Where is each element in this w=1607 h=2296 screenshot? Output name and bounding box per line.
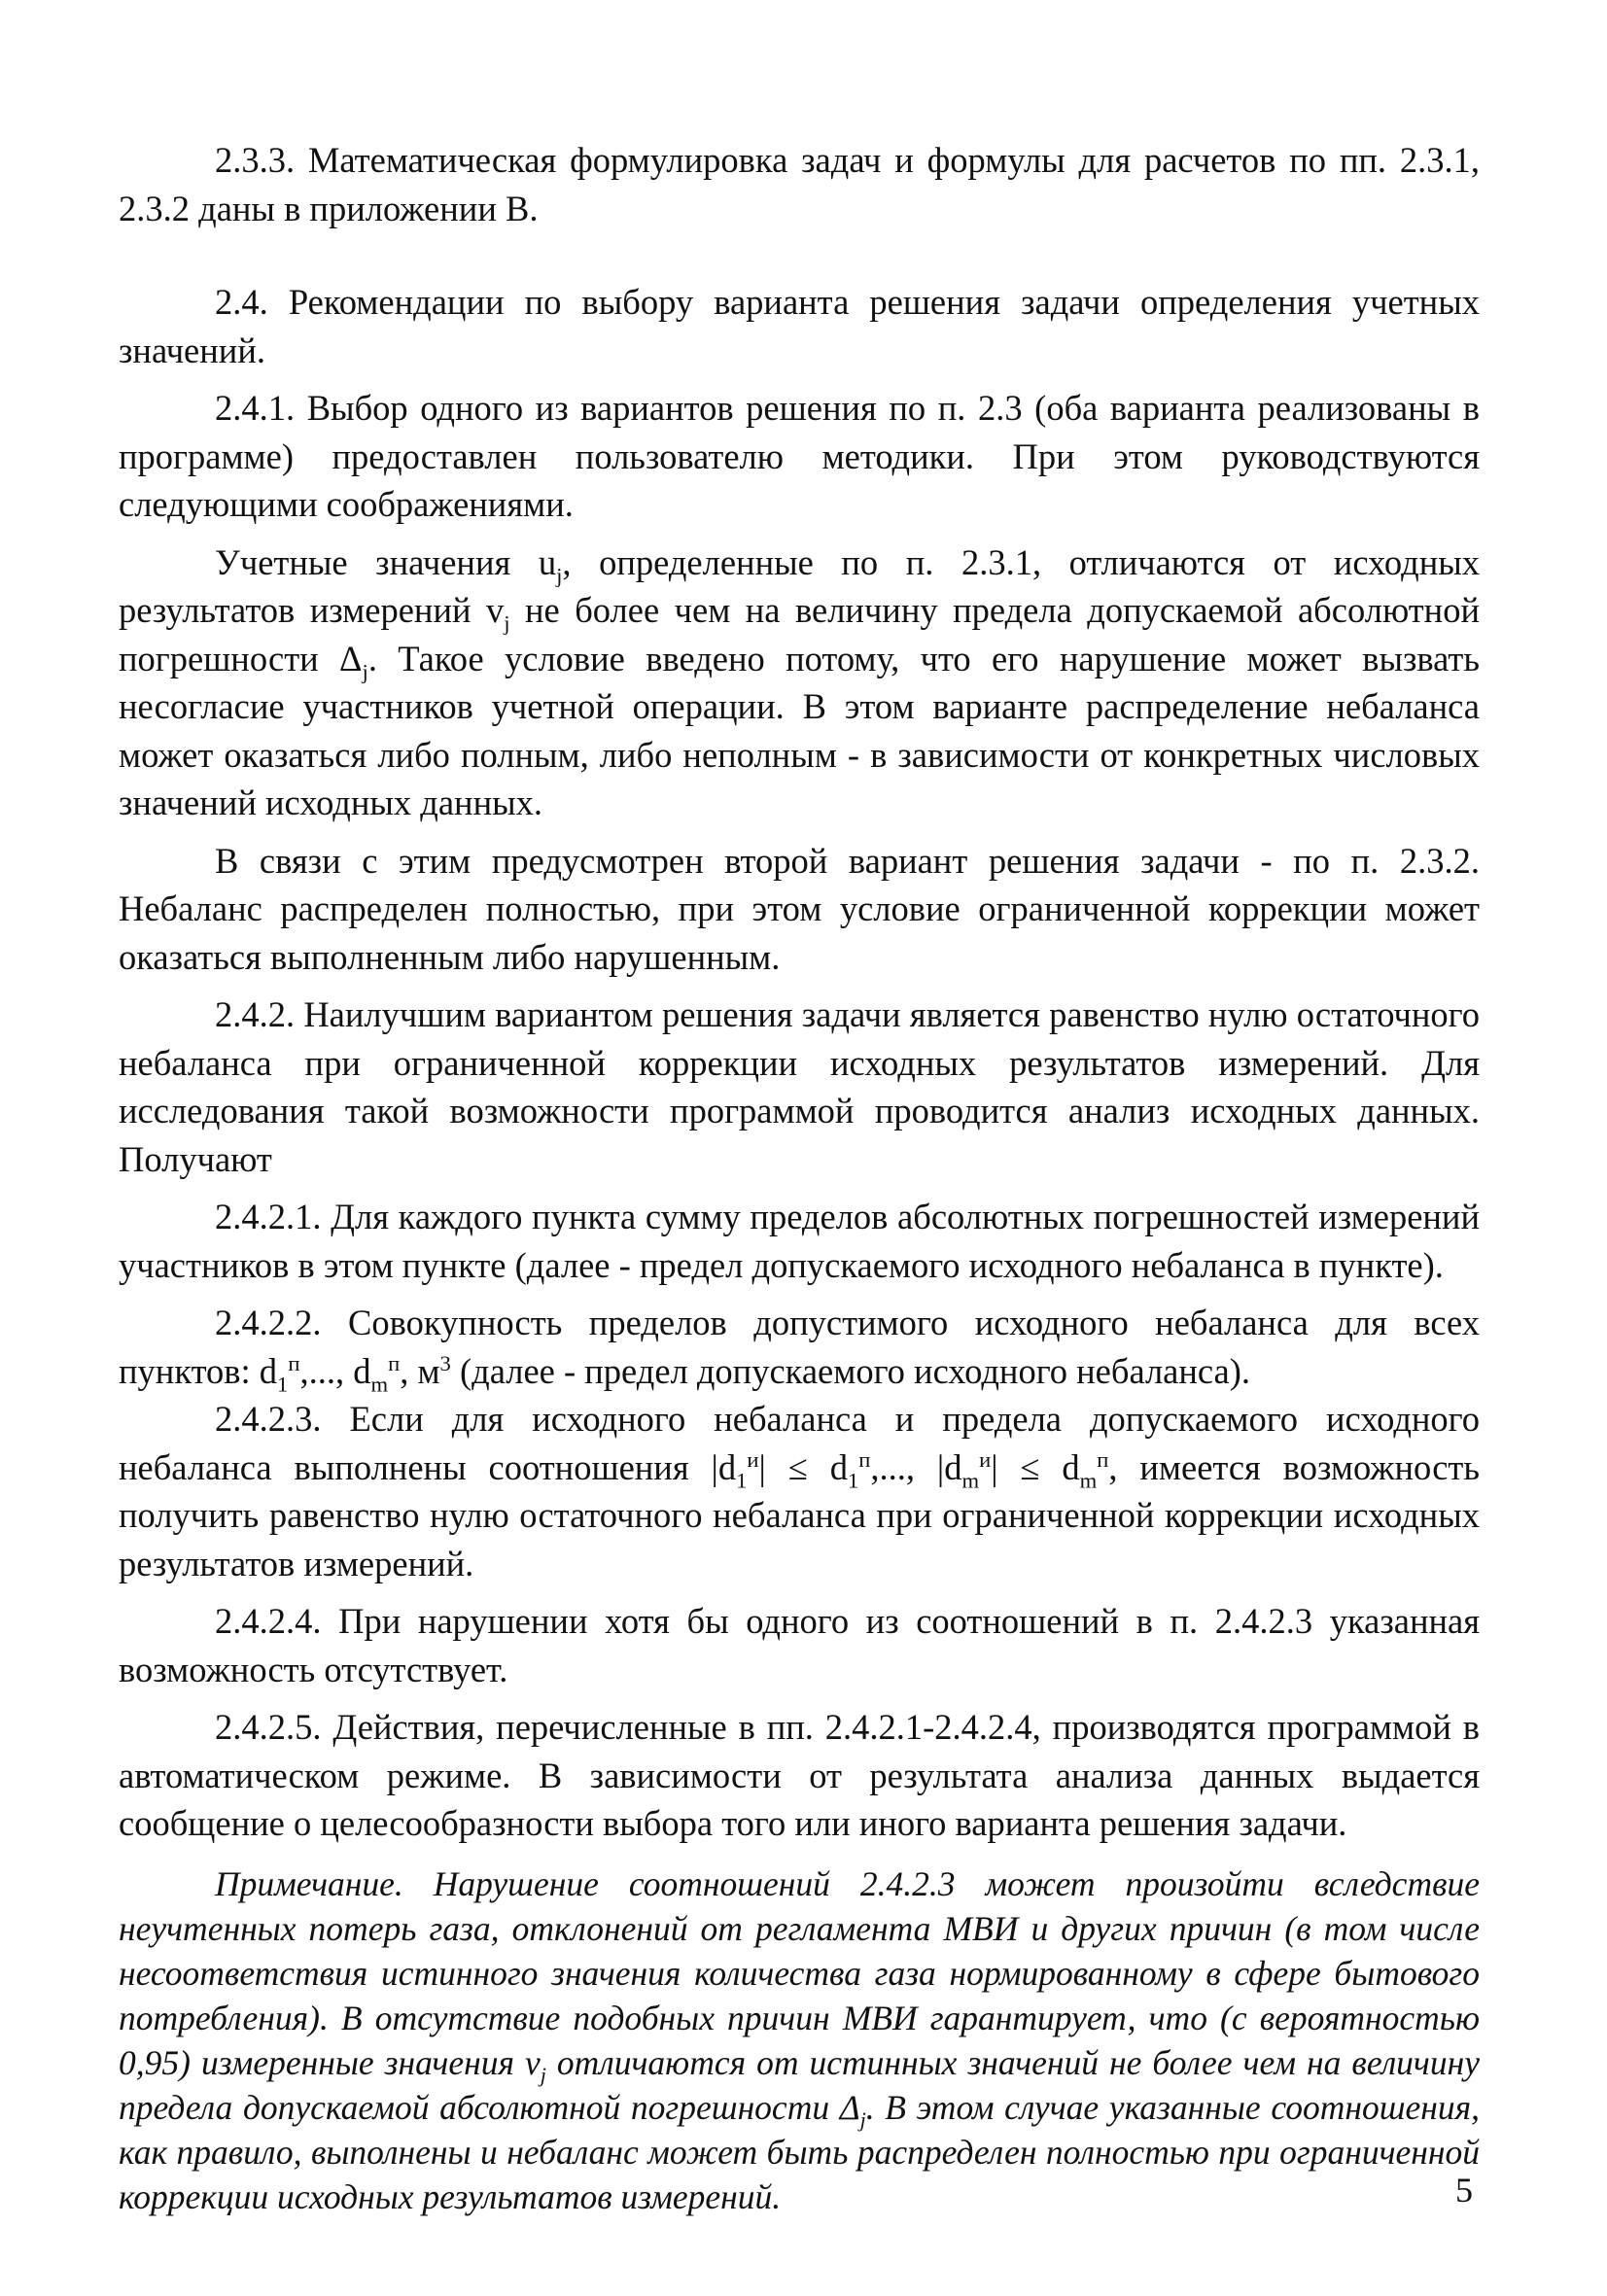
page-number: 5 [1455,2171,1473,2209]
superscript: п [858,1446,871,1472]
subscript: m [1079,1467,1098,1492]
text-run: Примечание. Нарушение соотношений 2.4.2.3 может произойти вследствие неучтенных потерь газа, отклонений от регламента МВИ и других причин (в том числе несоответствия истинного значения количества газа нормированному в сфере бытового потребления). В отсутствие подобных причин МВИ гарантирует, что (с вероятностью 0,95) измеренные значения v [119,1863,1480,2082]
text-run: . Такое условие введено потому, что его нарушение может вызвать несогласие участников учетной операции. В этом варианте распределение небаланса может оказаться либо полным, либо неполным - в зависимости от конкретных числовых значений исходных данных. [119,638,1480,822]
subscript: j [504,610,510,636]
page-body [119,136,1480,2219]
subscript: j [540,2062,546,2087]
note-paragraph [119,1861,1480,2219]
subscript: j [362,658,368,683]
text-run: не более чем на величину предела допускаемой абсолютной погрешности Δ [119,590,1480,678]
text-run: ,..., |d [870,1446,962,1487]
superscript: п [1097,1446,1109,1472]
paragraph-2-4: 2.4. Рекомендации по выбору варианта решения задачи определения учетных значений. [119,282,1480,370]
superscript: 3 [439,1350,451,1375]
paragraph-2-4-2: 2.4.2. Наилучшим вариантом решения задачи является равенство нулю остаточного небаланса при ограниченной коррекции исходных результатов измерений. Для исследования такой возможности программой проводится анализ исходных данных. Получают [119,994,1480,1179]
text-run: , м [400,1350,440,1391]
text-run: . В этом случае указанные соотношения, как правило, выполнены и небаланс может быть распределен полностью при ограниченной коррекции исходных результатов измерений. [119,2087,1480,2216]
text-run: | ≤ d [758,1446,848,1487]
subscript: 1 [277,1371,289,1396]
superscript: и [979,1446,992,1472]
superscript: п [288,1350,300,1375]
text-run: , определенные по п. 2.3.1, отличаются от исходных результатов измерений v [119,541,1480,630]
text-run: | ≤ d [991,1446,1080,1487]
superscript: и [747,1446,759,1472]
subscript: m [961,1467,980,1492]
paragraph-second-variant: В связи с этим предусмотрен второй вариант решения задачи - по п. 2.3.2. Небаланс распределен полностью, при этом условие ограниченной коррекции может оказаться выполненным либо нарушенным. [119,840,1480,977]
subscript: j [556,562,563,587]
paragraph-2-4-2-3 [119,1395,1480,1587]
superscript: п [388,1350,401,1375]
paragraph-2-4-2-5: 2.4.2.5. Действия, перечисленные в пп. 2.4.2.1-2.4.2.4, производятся программой в автоматическом режиме. В зависимости от результата анализа данных выдается сообщение о целесообразности выбора того или иного варианта решения задачи. [119,1707,1480,1843]
text-run: (далее - предел допускаемого исходного небаланса). [450,1350,1251,1391]
text-run: Учетные значения u [215,541,557,582]
paragraph-2-4-2-4: 2.4.2.4. При нарушении хотя бы одного из соотношений в п. 2.4.2.3 указанная возможность отсутствует. [119,1601,1480,1689]
text-run: , имеется возможность получить равенство нулю остаточного небаланса при ограниченной коррекции исходных результатов измерений. [119,1446,1480,1583]
text-run: ,..., d [299,1350,371,1391]
paragraph-2-4-1: 2.4.1. Выбор одного из вариантов решения по п. 2.3 (оба варианта реализованы в программе) предоставлен пользователю методики. При этом руководствуются следующими соображениями. [119,388,1480,524]
subscript: 1 [847,1467,859,1492]
text-run: отличаются от истинных значений не более чем на величину предела допускаемой абсолютной погрешности Δ [119,2042,1480,2127]
subscript: 1 [736,1467,748,1492]
paragraph-2-4-2-1: 2.4.2.1. Для каждого пункта сумму пределов абсолютных погрешностей измерений участников в этом пункте (далее - предел допускаемого исходного небаланса в пункте). [119,1197,1480,1285]
paragraph-2-4-2-2 [119,1299,1480,1395]
subscript: m [370,1371,389,1396]
subscript: j [859,2106,866,2132]
text-run: 2.4.2.3. Если для исходного небаланса и предела допускаемого исходного небаланса выполнены соотношения |d [119,1399,1480,1487]
text-run: 2.4.2.2. Совокупность пределов допустимого исходного небаланса для всех пунктов: d [119,1303,1480,1391]
paragraph-2-3-3: 2.3.3. Математическая формулировка задач и формулы для расчетов по пп. 2.3.1, 2.3.2 даны в приложении В. [119,140,1480,228]
paragraph-accounting-values [119,539,1480,827]
